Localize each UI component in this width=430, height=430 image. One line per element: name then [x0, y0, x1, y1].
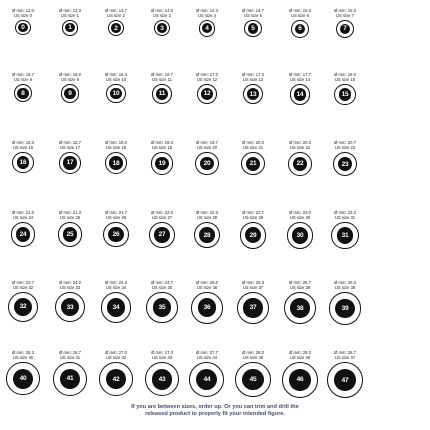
ring-caption	[286, 8, 314, 18]
ring-diameter-label: Ø mm: 28.0	[242, 350, 264, 355]
ring-size-badge: 34	[107, 298, 125, 316]
ring-caption	[239, 280, 267, 290]
ring-us-size-label: US size 39	[334, 285, 356, 290]
ring-diameter-label: Ø mm: 21.0	[12, 210, 34, 215]
ring-diameter-label: Ø mm: 20.7	[334, 140, 356, 145]
ring-diameter-label: Ø mm: 16.7	[151, 72, 173, 77]
ring-size-badge: 9	[64, 88, 75, 99]
ring-us-size-label: US size 23	[334, 145, 356, 150]
ring-diameter-label: Ø mm: 24.0	[59, 280, 81, 285]
ring-caption	[193, 140, 221, 150]
ring-diameter-label: Ø mm: 24.7	[151, 280, 173, 285]
ring-caption	[286, 350, 314, 360]
ring-size-badge: 23	[338, 157, 353, 172]
ring-diameter-label: Ø mm: 28.7	[334, 350, 356, 355]
ring-size-badge: 7	[340, 24, 351, 35]
ring-caption	[102, 8, 130, 18]
ring-diameter-label: Ø mm: 19.7	[196, 140, 218, 145]
ring-diameter-label: Ø mm: 19.0	[105, 140, 127, 145]
ring-us-size-label: US size 25	[59, 215, 81, 220]
ring-size-badge: 21	[246, 157, 260, 171]
ring-us-size-label: US size 7	[336, 13, 354, 18]
ring-us-size-label: US size 13	[242, 77, 264, 82]
ring-caption	[286, 72, 314, 82]
ring-us-size-label: US size 1	[61, 13, 79, 18]
ring-size-badge: 26	[108, 227, 123, 242]
ring-diameter-label: Ø mm: 28.3	[289, 350, 311, 355]
ring-caption	[148, 140, 176, 150]
ring-caption	[9, 8, 37, 18]
ring-diameter-label: Ø mm: 23.0	[289, 210, 311, 215]
ring-size-badge: 37	[243, 298, 262, 317]
ring-diameter-label: Ø mm: 16.3	[105, 72, 127, 77]
ring-diameter-label: Ø mm: 15.3	[334, 8, 356, 13]
ring-size-badge: 35	[153, 298, 172, 317]
ring-us-size-label: US size 15	[334, 77, 356, 82]
ring-size-badge: 44	[196, 369, 217, 390]
ring-size-badge: 29	[245, 227, 261, 243]
ring-diameter-label: Ø mm: 25.7	[289, 280, 311, 285]
ring-diameter-label: Ø mm: 22.0	[151, 210, 173, 215]
ring-diameter-label: Ø mm: 27.7	[196, 350, 218, 355]
ring-us-size-label: US size 21	[242, 145, 264, 150]
ring-caption	[102, 280, 130, 290]
ring-caption	[148, 280, 176, 290]
ring-size-badge: 33	[61, 298, 79, 316]
ring-caption	[239, 350, 267, 360]
ring-us-size-label: US size 26	[105, 215, 127, 220]
ring-size-badge: 27	[154, 227, 169, 242]
ring-diameter-label: Ø mm: 23.3	[334, 210, 356, 215]
ring-us-size-label: US size 30	[289, 215, 311, 220]
ring-size-badge: 24	[16, 227, 31, 242]
ring-diameter-label: Ø mm: 15.0	[289, 8, 311, 13]
ring-caption	[102, 210, 130, 220]
ring-size-badge: 36	[198, 298, 217, 317]
ring-diameter-label: Ø mm: 26.0	[334, 280, 356, 285]
ring-size-badge: 41	[60, 369, 80, 389]
ring-caption	[56, 72, 84, 82]
ring-us-size-label: US size 41	[59, 355, 81, 360]
ring-diameter-label: Ø mm: 17.0	[196, 72, 218, 77]
ring-us-size-label: US size 2	[107, 13, 125, 18]
ring-us-size-label: US size 14	[289, 77, 311, 82]
ring-size-badge: 3	[157, 23, 167, 33]
ring-us-size-label: US size 16	[12, 145, 34, 150]
ring-diameter-label: Ø mm: 25.3	[242, 280, 264, 285]
ring-caption	[148, 8, 176, 18]
ring-diameter-label: Ø mm: 22.7	[242, 210, 264, 215]
ring-us-size-label: US size 18	[105, 145, 127, 150]
ring-us-size-label: US size 19	[151, 145, 173, 150]
ring-diameter-label: Ø mm: 18.3	[12, 140, 34, 145]
ring-caption	[239, 72, 267, 82]
ring-diameter-label: Ø mm: 21.7	[105, 210, 127, 215]
ring-caption	[286, 140, 314, 150]
ring-us-size-label: US size 12	[196, 77, 218, 82]
ring-size-badge: 47	[334, 369, 356, 391]
ring-caption	[331, 210, 359, 220]
ring-us-size-label: US size 22	[289, 145, 311, 150]
ring-caption	[56, 8, 84, 18]
ring-size-badge: 43	[152, 369, 173, 390]
ring-us-size-label: US size 36	[196, 285, 218, 290]
ring-size-badge: 30	[292, 227, 308, 243]
ring-caption	[9, 210, 37, 220]
ring-caption	[148, 72, 176, 82]
ring-us-size-label: US size 40	[12, 355, 34, 360]
ring-caption	[102, 72, 130, 82]
ring-caption	[102, 350, 130, 360]
ring-caption	[331, 280, 359, 290]
ring-us-size-label: US size 37	[242, 285, 264, 290]
ring-caption	[9, 72, 37, 82]
ring-us-size-label: US size 46	[289, 355, 311, 360]
ring-diameter-label: Ø mm: 21.3	[59, 210, 81, 215]
ring-us-size-label: US size 43	[151, 355, 173, 360]
ring-us-size-label: US size 35	[151, 285, 173, 290]
ring-diameter-label: Ø mm: 26.7	[59, 350, 81, 355]
ring-size-badge: 6	[295, 24, 306, 35]
ring-size-badge: 40	[13, 369, 33, 389]
ring-size-badge: 20	[200, 157, 214, 171]
ring-caption	[239, 8, 267, 18]
ring-diameter-label: Ø mm: 18.0	[334, 72, 356, 77]
ring-caption	[193, 8, 221, 18]
ring-us-size-label: US size 34	[105, 285, 127, 290]
ring-diameter-label: Ø mm: 19.3	[151, 140, 173, 145]
ring-size-badge: 0	[18, 23, 27, 32]
ring-caption	[239, 210, 267, 220]
ring-us-size-label: US size 27	[151, 215, 173, 220]
ring-caption	[286, 280, 314, 290]
ring-diameter-label: Ø mm: 24.3	[105, 280, 127, 285]
ring-diameter-label: Ø mm: 14.0	[151, 8, 173, 13]
ring-us-size-label: US size 0	[14, 13, 32, 18]
ring-size-badge: 22	[293, 157, 307, 171]
ring-diameter-label: Ø mm: 15.7	[12, 72, 34, 77]
ring-caption	[9, 280, 37, 290]
ring-us-size-label: US size 9	[61, 77, 79, 82]
ring-us-size-label: US size 38	[289, 285, 311, 290]
sizing-note-line-1: If you are between sizes, order up. Or you can trim and drill the	[131, 404, 299, 410]
ring-diameter-label: Ø mm: 26.3	[12, 350, 34, 355]
ring-diameter-label: Ø mm: 17.3	[242, 72, 264, 77]
ring-caption	[193, 72, 221, 82]
ring-size-badge: 2	[111, 23, 121, 33]
ring-us-size-label: US size 32	[12, 285, 34, 290]
ring-size-badge: 18	[109, 156, 122, 169]
ring-us-size-label: US size 29	[242, 215, 264, 220]
ring-size-badge: 38	[290, 298, 309, 317]
ring-diameter-label: Ø mm: 18.7	[59, 140, 81, 145]
ring-diameter-label: Ø mm: 23.7	[12, 280, 34, 285]
ring-diameter-label: Ø mm: 14.7	[242, 8, 264, 13]
ring-size-badge: 5	[248, 23, 258, 33]
ring-us-size-label: US size 20	[196, 145, 218, 150]
ring-size-badge: 11	[156, 88, 168, 100]
ring-caption	[286, 210, 314, 220]
ring-us-size-label: US size 10	[105, 77, 127, 82]
ring-diameter-label: Ø mm: 16.0	[59, 72, 81, 77]
sizing-note-line-2: released product to properly fit your intended figure.	[145, 411, 285, 418]
ring-us-size-label: US size 3	[153, 13, 171, 18]
ring-diameter-label: Ø mm: 27.0	[105, 350, 127, 355]
ring-us-size-label: US size 28	[196, 215, 218, 220]
ring-size-badge: 42	[106, 369, 126, 389]
ring-us-size-label: US size 4	[198, 13, 216, 18]
ring-size-badge: 15	[339, 88, 352, 101]
ring-diameter-label: Ø mm: 20.3	[289, 140, 311, 145]
ring-size-badge: 8	[17, 88, 28, 99]
sizing-note	[0, 404, 430, 419]
ring-us-size-label: US size 31	[334, 215, 356, 220]
ring-caption	[148, 210, 176, 220]
ring-caption	[56, 140, 84, 150]
ring-diameter-label: Ø mm: 13.0	[12, 8, 34, 13]
ring-caption	[56, 350, 84, 360]
ring-caption	[239, 140, 267, 150]
ring-us-size-label: US size 24	[12, 215, 34, 220]
ring-caption	[193, 280, 221, 290]
ring-us-size-label: US size 6	[291, 13, 309, 18]
ring-diameter-label: Ø mm: 13.7	[105, 8, 127, 13]
ring-us-size-label: US size 33	[59, 285, 81, 290]
ring-size-badge: 17	[63, 156, 76, 169]
ring-caption	[9, 350, 37, 360]
ring-size-badge: 14	[294, 88, 306, 100]
ring-size-badge: 4	[202, 23, 212, 33]
ring-caption	[193, 210, 221, 220]
ring-caption	[102, 140, 130, 150]
ring-size-badge: 31	[337, 227, 353, 243]
ring-diameter-label: Ø mm: 20.0	[242, 140, 264, 145]
ring-caption	[331, 72, 359, 82]
ring-diameter-label: Ø mm: 27.3	[151, 350, 173, 355]
ring-caption	[9, 140, 37, 150]
ring-size-badge: 16	[17, 156, 30, 169]
ring-size-badge: 39	[335, 299, 355, 319]
ring-diameter-label: Ø mm: 25.0	[196, 280, 218, 285]
ring-size-badge: 1	[65, 23, 74, 32]
ring-diameter-label: Ø mm: 22.3	[196, 210, 218, 215]
ring-us-size-label: US size 42	[105, 355, 127, 360]
ring-diameter-label: Ø mm: 17.7	[289, 72, 311, 77]
ring-caption	[56, 280, 84, 290]
ring-caption	[331, 350, 359, 360]
ring-size-badge: 12	[201, 88, 213, 100]
ring-caption	[331, 140, 359, 150]
ring-caption	[148, 350, 176, 360]
ring-diameter-label: Ø mm: 13.3	[59, 8, 81, 13]
ring-diameter-label: Ø mm: 14.3	[196, 8, 218, 13]
ring-us-size-label: US size 45	[242, 355, 264, 360]
ring-us-size-label: US size 17	[59, 145, 81, 150]
ring-us-size-label: US size 44	[196, 355, 218, 360]
ring-size-badge: 25	[63, 227, 78, 242]
ring-us-size-label: US size 11	[152, 77, 172, 82]
ring-size-badge: 28	[199, 227, 215, 243]
ring-size-badge: 10	[110, 88, 121, 99]
ring-us-size-label: US size 5	[244, 13, 262, 18]
ring-us-size-label: US size 47	[334, 355, 356, 360]
ring-size-badge: 32	[14, 298, 32, 316]
ring-size-badge: 45	[242, 369, 263, 390]
ring-size-badge: 13	[247, 88, 259, 100]
ring-size-badge: 19	[155, 157, 169, 171]
ring-caption	[331, 8, 359, 18]
ring-caption	[56, 210, 84, 220]
ring-caption	[193, 350, 221, 360]
ring-us-size-label: US size 8	[14, 77, 32, 82]
ring-size-badge: 46	[289, 369, 310, 390]
